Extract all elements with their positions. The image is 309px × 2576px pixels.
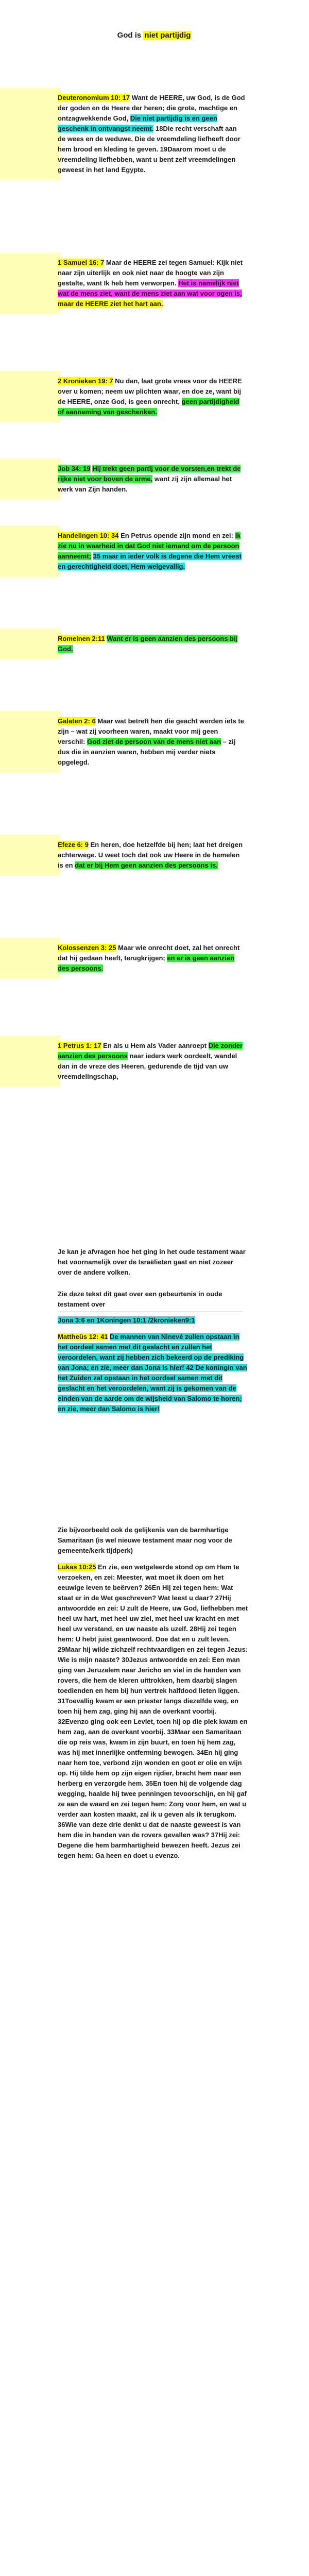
verse-block-romeinen: Romeinen 2:11 Want er is geen aanzien des persoons bij God. bbox=[0, 629, 252, 659]
verse-ref: 1 Petrus 1: 17 bbox=[58, 1042, 101, 1049]
matteus-passage: Mattheüs 12: 41 De mannen van Ninevé zullen opstaan in het oordeel samen met dit geslacht en zullen het veroordelen, want zij hebben zich bekeerd op de prediking van Jona; en zie, meer dan Jona is hier! 42 De koningin van het Zuiden zal opstaan in het oordeel samen met dit geslacht en het veroordelen, want zij is gekomen van de einden van de aarde om de wijsheid van Salomo te horen; en zie, meer dan Salomo is hier! bbox=[58, 1333, 247, 1413]
verse-block-1-petrus: 1 Petrus 1: 17 En als u Hem als Vader aanroept Die zonder aanzien des persoons naar ieders werk oordeelt, wandel dan in de vreze des Heeren, gedurende de tijd van uw vreemdelingschap, bbox=[0, 1036, 252, 1087]
luke-intro: Zie bijvoorbeeld ook de gelijkenis van de barmhartige Samaritaan (is wel nieuwe testament maar nog voor de gemeente/kerk tijdperk) bbox=[58, 1526, 232, 1554]
verse-ref: Deuteronomium 10: 17 bbox=[58, 94, 130, 101]
verse-block-kolossenzen: Kolossenzen 3: 25 Maar wie onrecht doet, zal het onrecht dat hij gedaan heeft, terugkrijgen; en er is geen aanzien des persoons. bbox=[0, 938, 252, 979]
verse-ref: Galaten 2: 6 bbox=[58, 717, 96, 725]
verse-ref: 2 Kronieken 19: 7 bbox=[58, 377, 113, 385]
verse-block-deuteronomium: Deuteronomium 10: 17 Want de HEERE, uw God, is de God der goden en de Heere der heren; die grote, machtige en ontzagwekkende God, Die niet partijdig is en geen geschenk in ontvangst neemt. 18Die recht verschaft aan de wees en de weduwe, Die de vreemdeling liefheeft door hem brood en kleding te geven. 19Daarom moet u de vreemdeling liefhebben, want u bent zelf vreemdelingen geweest in het land Egypte. bbox=[0, 88, 252, 180]
verse-block-1-samuel: 1 Samuel 16: 7 Maar de HEERE zei tegen Samuel: Kijk niet naar zijn uiterlijk en ook niet naar de hoogte van zijn gestalte, want Ik heb hem verworpen. Het is namelijk niet wat de mens ziet, want de mens ziet aan wat voor ogen is, maar de HEERE ziet het hart aan. bbox=[0, 252, 252, 314]
verse-block-2-kronieken: 2 Kronieken 19: 7 Nu dan, laat grote vrees voor de HEERE over u komen; neem uw plichten waar, en doe ze, want bij de HEERE, onze God, is geen onrecht, geen partijdigheid of aanneming van geschenken. bbox=[0, 371, 252, 422]
intro-paragraph-2: Zie deze tekst dit gaat over een gebeurtenis in oude testament over bbox=[58, 1290, 222, 1308]
verse-ref: Romeinen 2:11 bbox=[58, 635, 105, 642]
intro-section bbox=[58, 1247, 248, 1414]
verse-block-galaten: Galaten 2: 6 Maar wat betreft hen die geacht werden iets te zijn – wat zij voorheen waren, maakt voor mij geen verschil: God ziet de persoon van de mens niet aan – zij dus die in aanzien waren, hebben mij verder niets opgelegd. bbox=[0, 711, 252, 773]
verse-ref: Job 34: 19 bbox=[58, 465, 91, 472]
verse-ref: Handelingen 10: 34 bbox=[58, 532, 119, 539]
verse-ref: Efeze 6: 9 bbox=[58, 841, 89, 849]
title-highlight: niet partijdig bbox=[144, 31, 191, 40]
luke-passage: Lukas 10:25 En zie, een wetgeleerde stond op om Hem te verzoeken, en zei: Meester, wat moet ik doen om het eeuwige leven te beërven? 26En Hij zei tegen hem: Wat staat er in de Wet geschreven? Wat leest u daar? 27Hij antwoordde en zei: U zult de Heere, uw God, liefhebben met heel uw hart, met heel uw ziel, met heel uw kracht en met heel uw verstand, en uw naaste als uzelf. 28Hij zei tegen hem: U hebt juist geantwoord. Doe dat en u zult leven. 29Maar hij wilde zichzelf rechtvaardigen en zei tegen Jezus: Wie is mijn naaste? 30Jezus antwoordde en zei: Een man ging van Jeruzalem naar Jericho en viel in de handen van rovers, die hem de kleren uittrokken, hem daarbij slagen toedienden en hem bij hun vertrek halfdood lieten liggen. 31Toevallig kwam er een priester langs diezelfde weg, en toen hij hem zag, ging hij aan de overkant voorbij. 32Evenzo ging ook een Leviet, toen hij op die plek kwam en hem zag, aan de overkant voorbij. 33Maar een Samaritaan die op reis was, kwam in zijn buurt, en toen hij hem zag, was hij met innerlijke ontferming bewogen. 34En hij ging naar hem toe, verbond zijn wonden en goot er olie en wijn op. Hij tilde hem op zijn eigen rijdier, bracht hem naar een herberg en verzorgde hem. 35En toen hij de volgende dag wegging, haalde hij twee penningen tevoorschijn, en hij gaf ze aan de waard en zei tegen hem: Zorg voor hem, en wat u verder aan kosten maakt, zal ik u geven als ik terugkom. 36Wie van deze drie denkt u dat de naaste geweest is van hem die in handen van de rovers gevallen was? 37Hij zei: Degene die hem barmhartigheid bewezen heeft. Jezus zei tegen hem: Ga heen en doet u evenzo. bbox=[58, 1563, 248, 1859]
intro-paragraph: Je kan je afvragen hoe het ging in het oude testament waar het voornamelijk over de Israëlieten gaat en niet zozeer over de andere volken. bbox=[58, 1248, 246, 1276]
verse-ref: 1 Samuel 16: 7 bbox=[58, 259, 105, 266]
intro-refs: Jona 3:6 en 1Koningen 10:1 /2kronieken9:1 bbox=[58, 1316, 195, 1324]
verse-block-job: Job 34: 19 Hij trekt geen partij voor de vorsten,en trekt de rijke niet voor boven de arme, want zij zijn allemaal het werk van Zijn handen. bbox=[0, 459, 252, 500]
verse-block-handelingen: Handelingen 10: 34 En Petrus opende zijn mond en zei: Ik zie nu in waarheid in dat God niet iemand om de persoon aanneemt; 35 maar in ieder volk is degene die Hem vreest en gerechtigheid doet, Hem welgevallig. bbox=[0, 526, 252, 577]
luke-section bbox=[58, 1525, 248, 1861]
verse-ref: Kolossenzen 3: 25 bbox=[58, 944, 116, 952]
page-title: God is niet partijdig bbox=[117, 31, 191, 40]
verse-block-efeze: Efeze 6: 9 En heren, doe hetzelfde bij hen; laat het dreigen achterwege. U weet toch dat ook uw Heere in de hemelen is en dat er bij Hem geen aanzien des persoons is. bbox=[0, 835, 252, 876]
